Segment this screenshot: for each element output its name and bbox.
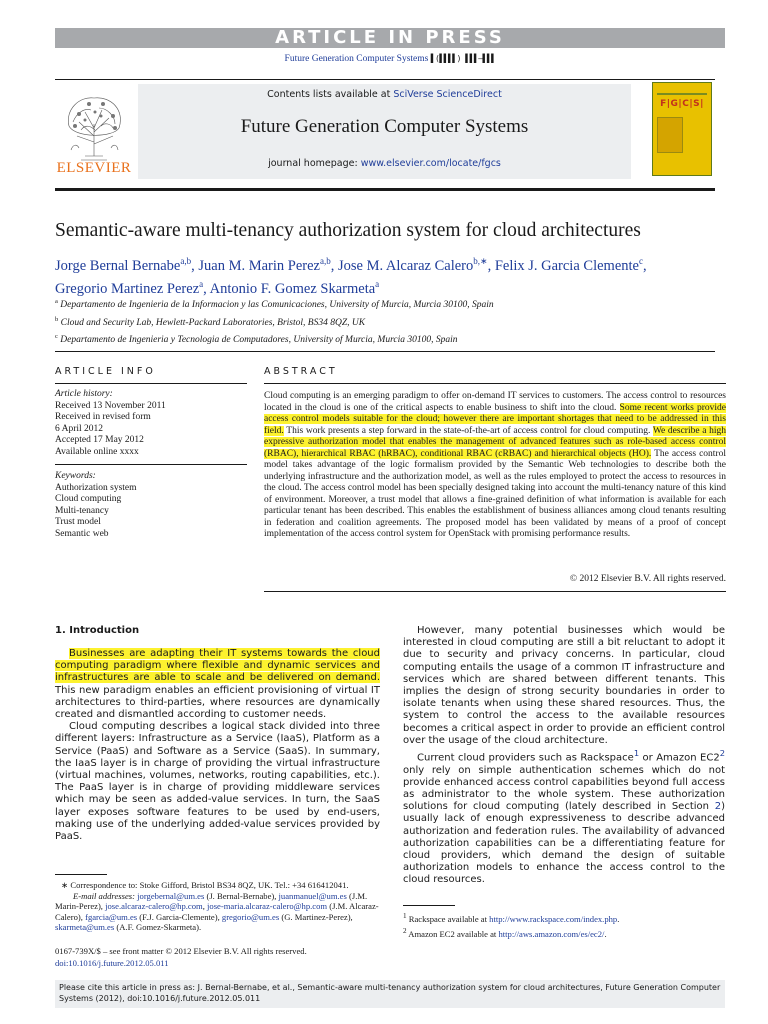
email-owner: (F.J. Garcia-Clemente), bbox=[137, 911, 222, 922]
author-name[interactable]: Gregorio Martinez Perez bbox=[55, 280, 200, 297]
email-owner: (G. Martinez-Perez), bbox=[279, 911, 353, 922]
paragraph: However, many potential businesses which would be interested in cloud computing are still a bit reluctant to adopt it due to security and privacy concerns. In particular, cloud computing entails the usage of a common IT infrastructure and services which are shared between different tenants. This implies the design of strong security boundaries in order to isolate tenants when using these shared resources. Thus, the system to control the access to the available resources becomes a critical aspect in order to provide an efficient control over the usage of the cloud architecture. bbox=[403, 625, 725, 746]
footnote-1: $^1$ Rackspace available at http://www.rackspace.com/index.php. bbox=[403, 912, 620, 924]
homepage-line bbox=[138, 158, 631, 169]
affiliation-text: Departamento de Ingenieria y Tecnologia de Computadores, University of Murcia, Murcia 30100, Spain bbox=[60, 335, 458, 346]
affiliation bbox=[55, 313, 735, 331]
front-matter bbox=[55, 946, 385, 969]
paragraph bbox=[403, 747, 725, 887]
footnote-ref-2[interactable]: 2 bbox=[719, 748, 725, 759]
elsevier-logo-text: ELSEVIER bbox=[56, 160, 132, 176]
keyword-item: Authorization system bbox=[55, 482, 137, 493]
history-item: Received 13 November 2011 bbox=[55, 400, 166, 411]
abstract-highlight: Some recent works provide access control models suitable for the cloud; however there are important shortages that need to be addressed in this field. bbox=[264, 402, 726, 436]
author-list: Jorge Bernal Bernabe$^{a,b}$, Juan M. Marin Perez$^{a,b}$, Jose M. Alcaraz Calero$^{b,∗}$, Felix J. Garcia Clemente$^c$, Gregorio Martinez Perez$^a$, Antonio F. Gomez Skarmeta$^a$ bbox=[55, 256, 647, 297]
footnote-number: 1 bbox=[403, 912, 407, 920]
email-link[interactable]: jose.alcaraz-calero@hp.com bbox=[105, 901, 203, 912]
email-link[interactable]: juanmanuel@um.es bbox=[278, 890, 347, 901]
history-item: Available online xxxx bbox=[55, 446, 139, 457]
abstract-part: This work presents a step forward in the state-of-the-art of access control for cloud computing. bbox=[283, 425, 653, 436]
author-affiliation-marker[interactable]: c bbox=[638, 256, 643, 266]
article-in-press-banner: ARTICLE IN PRESS bbox=[55, 28, 725, 48]
body-highlight: Businesses are adapting their IT systems towards the cloud computing paradigm where flexible and dynamic services and infrastructures are able to scale and be delivered on demand. bbox=[55, 648, 380, 684]
amazon-ec2-link[interactable]: http://aws.amazon.com/es/ec2/ bbox=[498, 928, 605, 939]
keyword-item: Cloud computing bbox=[55, 494, 122, 504]
email-owner: (A.F. Gomez-Skarmeta). bbox=[114, 922, 202, 933]
affiliation-marker: a bbox=[55, 298, 58, 305]
corresponding-star: ∗ bbox=[61, 880, 69, 890]
footnote-text: Rackspace available at bbox=[408, 913, 490, 924]
masthead-rule bbox=[55, 188, 715, 191]
issn-line: 0167-739X/$ – see front matter © 2012 Elsevier B.V. All rights reserved. bbox=[55, 946, 307, 956]
author-name[interactable]: Jorge Bernal Bernabe bbox=[55, 257, 181, 274]
author-affiliation-marker[interactable]: b,∗ bbox=[473, 256, 488, 266]
footnote-ref-1[interactable]: 1 bbox=[633, 748, 640, 759]
author-affiliation-marker[interactable]: a bbox=[199, 278, 204, 289]
homepage-prefix: journal homepage: bbox=[268, 158, 361, 169]
body-right-column bbox=[403, 625, 725, 887]
article-info-heading: ARTICLE INFO bbox=[55, 366, 156, 377]
author-affiliation-marker[interactable]: a bbox=[375, 278, 380, 289]
email-link[interactable]: jose-maria.alcaraz-calero@hp.com bbox=[207, 901, 328, 912]
email-label: E-mail addresses: bbox=[73, 890, 135, 901]
author-name[interactable]: Juan M. Marin Perez bbox=[198, 257, 320, 274]
section-heading-introduction: 1. Introduction bbox=[55, 625, 140, 636]
doi-link[interactable]: doi:10.1016/j.future.2012.05.011 bbox=[55, 957, 169, 968]
affiliation bbox=[55, 330, 735, 348]
keyword-item: Multi-tenancy bbox=[55, 505, 109, 516]
keyword-list bbox=[55, 483, 247, 541]
keywords-label: Keywords: bbox=[55, 471, 96, 481]
journal-reference-link[interactable]: Future Generation Computer Systems bbox=[284, 54, 429, 64]
body-text: only rely on simple authentication schemes which do not provide enhanced access control capabilities beyond full access as administrator to the whole system. These authorization solutions for cloud computing (lately described in Section bbox=[403, 764, 725, 813]
author-name[interactable]: Felix J. Garcia Clemente bbox=[494, 257, 639, 274]
affiliation-marker: c bbox=[55, 333, 58, 341]
body-text: Current cloud providers such as Rackspace bbox=[417, 752, 634, 764]
keywords-divider bbox=[55, 464, 247, 465]
email-owner: (J. Bernal-Bernabe), bbox=[204, 890, 279, 901]
footnote-2: $^2$ Amazon EC2 available at http://aws.amazon.com/es/ec2/. bbox=[403, 926, 607, 939]
volume-placeholder: ▌(▌▌▌▌) ▌▌▌–▌▌▌ bbox=[430, 54, 496, 63]
affiliation-marker: b bbox=[55, 315, 59, 323]
link-footnotes bbox=[403, 910, 725, 940]
email-owner: (J.M. Marin-Perez), bbox=[55, 890, 368, 912]
footnote-rule bbox=[403, 905, 455, 906]
paragraph: Cloud computing describes a logical stack divided into three different layers: Infrastructure as a Service (IaaS), Platform as a Service (PaaS) and Software as a Service (SaaS). In summary, the IaaS layer is in charge of providing the virtual infrastructure (virtual machines, volumes, networks, routing capabilities, etc.). The PaaS layer is in charge of providing middleware services which may be seen as added-value services. In turn, the SaaS layer exposes software features to be used by end-users, making use of the underlying added-value services provided by PaaS. bbox=[55, 721, 380, 843]
cover-band bbox=[657, 93, 707, 95]
cover-title: F|G|C|S| bbox=[660, 99, 704, 109]
affiliation bbox=[55, 295, 735, 313]
contents-line bbox=[138, 89, 631, 100]
abstract-heading: ABSTRACT bbox=[264, 366, 338, 377]
email-link[interactable]: gregorio@um.es bbox=[221, 911, 280, 922]
abstract-copyright: © 2012 Elsevier B.V. All rights reserved. bbox=[569, 574, 726, 584]
authors-rule bbox=[55, 351, 715, 352]
email-owner: (J.M. Alcaraz-Calero), bbox=[55, 901, 379, 922]
body-left-column bbox=[55, 648, 380, 843]
history-item: Received in revised form bbox=[55, 412, 151, 422]
history-item: 6 April 2012 bbox=[55, 423, 104, 434]
body-text: This new paradigm enables an efficient provisioning of virtual IT architectures to third-parties, where resources are dynamically created and dismantled according to customer needs. bbox=[55, 684, 380, 721]
body-text: or Amazon EC2 bbox=[639, 752, 720, 764]
info-rule bbox=[55, 383, 247, 384]
citation-box: Please cite this article in press as: J. Bernal-Bernabe, et al., Semantic-aware multi-tenancy authorization system for cloud architectures, Future Generation Computer Systems (2012), doi:10.1016/j.future.2012.05.011 bbox=[55, 980, 725, 1008]
history-list bbox=[55, 401, 247, 459]
history-item: Accepted 17 May 2012 bbox=[55, 435, 144, 445]
abstract-rule bbox=[264, 383, 726, 384]
body-text: ) usually lack of enough expressiveness to describe advanced authorization and federation rules. The availability of advanced authorization capabilities can be a differentiating feature for cloud providers, which demand the design of suitable authorization models to enhance the access control to the cloud resources. bbox=[403, 801, 725, 886]
keyword-item: Trust model bbox=[55, 517, 101, 527]
author-name[interactable]: Jose M. Alcaraz Calero bbox=[337, 257, 474, 274]
rackspace-link[interactable]: http://www.rackspace.com/index.php bbox=[489, 913, 618, 924]
section-ref-link[interactable]: 2 bbox=[714, 801, 722, 813]
email-link[interactable]: skarmeta@um.es bbox=[55, 922, 115, 933]
author-name[interactable]: Antonio F. Gomez Skarmeta bbox=[209, 280, 376, 297]
contents-prefix: Contents lists available at bbox=[267, 89, 394, 100]
journal-homepage-link[interactable]: www.elsevier.com/locate/fgcs bbox=[360, 158, 501, 169]
journal-reference bbox=[55, 54, 725, 64]
email-link[interactable]: fgarcia@um.es bbox=[85, 911, 138, 922]
cover-graphic bbox=[657, 117, 683, 153]
header-rule bbox=[55, 79, 715, 80]
journal-name: Future Generation Computer Systems bbox=[240, 116, 529, 137]
paragraph bbox=[55, 648, 380, 721]
affiliation-text: Departamento de Ingenieria de la Informacion y las Comunicaciones, University of Murcia, Murcia 30100, Spain bbox=[60, 300, 494, 311]
sciencedirect-link[interactable]: SciVerse ScienceDirect bbox=[393, 89, 502, 100]
correspondence-footnote bbox=[55, 880, 385, 933]
abstract-highlight: We describe a high expressive authorization model that enables the management of advanced features such as role-based access control (RBAC), hierarchical RBAC (hRBAC), conditional RBAC (cRBAC) and hierarchical objects (HO). bbox=[264, 425, 726, 459]
affiliation-text: Cloud and Security Lab, Hewlett-Packard Laboratories, Bristol, BS34 8QZ, UK bbox=[60, 317, 366, 328]
abstract-end-rule bbox=[264, 591, 726, 592]
footnote-rule bbox=[55, 874, 107, 875]
email-owner: , bbox=[202, 901, 208, 912]
history-label: Article history: bbox=[55, 389, 113, 399]
author-affiliation-marker[interactable]: a,b bbox=[319, 256, 331, 266]
abstract-part: The access control model takes advantage of the logic formalism provided by the Semantic Web technologies to describe both the underlying infrastructure and the authorization model, as well as the rules employed to protect the access to resources in the cloud. The access control model has been specially designed taking into account the multi-tenancy nature of this kind of environment. Moreover, a trust model that allows a fine-grained definition of what information is available for each particular tenant has been described. This enables the establishment of business alliances among cloud tenants resulting in federation and coalition agreements. The proposed model has been validated by means of a proof of concept implementation of the access control system for OpenStack with promising performance results. bbox=[264, 448, 726, 539]
footnote-text: Amazon EC2 available at bbox=[408, 928, 499, 939]
abstract-text bbox=[264, 391, 726, 541]
paper-title: Semantic-aware multi-tenancy authorization system for cloud architectures bbox=[55, 220, 641, 241]
keyword-item: Semantic web bbox=[55, 528, 109, 539]
email-link[interactable]: jorgebernal@um.es bbox=[137, 890, 205, 901]
footnote-number: 2 bbox=[403, 926, 407, 935]
abstract-part: Cloud computing is an emerging paradigm to offer on-demand IT services to customers. The access control to resources located in the cloud is one of the critical aspects to enable business to shift into the cloud. bbox=[264, 391, 726, 413]
email-addresses bbox=[55, 891, 385, 933]
author-affiliation-marker[interactable]: a,b bbox=[180, 256, 192, 266]
correspondence-line bbox=[55, 880, 385, 891]
journal-cover-image bbox=[652, 82, 712, 176]
affiliation-list bbox=[55, 295, 735, 348]
article-info bbox=[55, 389, 247, 540]
correspondence-text: Correspondence to: Stoke Gifford, Bristol BS34 8QZ, UK. Tel.: +34 616412041. bbox=[70, 880, 349, 890]
